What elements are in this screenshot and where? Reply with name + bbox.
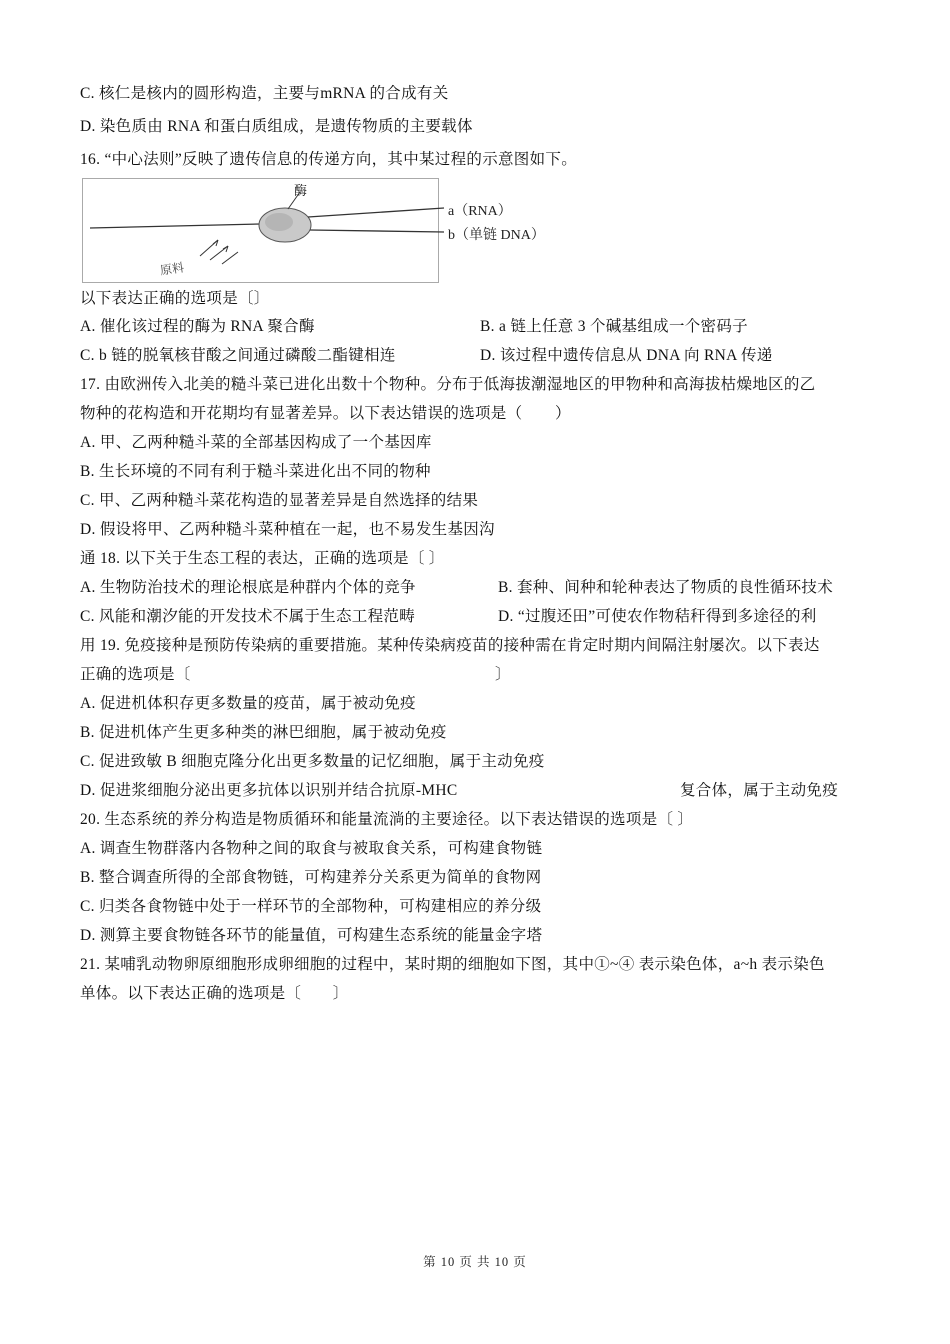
text-segment: D. 该过程中遗传信息从 DNA 向 RNA 传递: [480, 347, 773, 364]
text-line: [80, 693, 920, 717]
strand-b-label: b（单链 DNA）: [448, 228, 545, 243]
text-segment: C. b 链的脱氧核苷酸之间通过磷酸二酯键相连: [80, 347, 396, 364]
text-line: [80, 983, 920, 1007]
text-segment: D. 促进浆细胞分泌出更多抗体以识别并结合抗原-MHC: [80, 782, 458, 799]
text-segment: 以下表达正确的选项是〔〕: [80, 290, 270, 307]
text-line: [80, 316, 920, 340]
text-line: [80, 490, 920, 514]
text-segment: B. 整合调查所得的全部食物链，可构建养分关系更为简单的食物网: [80, 869, 542, 886]
material-arrow-2-head: [223, 246, 228, 252]
text-line: [80, 345, 920, 369]
text-segment: C. 促进致敏 B 细胞克隆分化出更多数量的记忆细胞，属于主动免疫: [80, 753, 545, 770]
text-segment: B. 促进机体产生更多种类的淋巴细胞，属于被动免疫: [80, 724, 447, 741]
text-segment: A. 调查生物群落内各物种之间的取食与被取食关系，可构建食物链: [80, 840, 543, 857]
text-segment: B. a 链上任意 3 个碱基组成一个密码子: [480, 318, 748, 335]
text-segment: 16. “中心法则”反映了遗传信息的传递方向，其中某过程的示意图如下。: [80, 151, 578, 168]
text-line: [80, 780, 920, 804]
text-segment: C. 风能和潮汐能的开发技术不属于生态工程范畴: [80, 608, 415, 625]
text-segment: D. “过腹还田”可使农作物秸秆得到多途径的利: [498, 608, 817, 625]
text-segment: 20. 生态系统的养分构造是物质循环和能量流淌的主要途径。以下表达错误的选项是〔 〕: [80, 811, 694, 828]
text-line: [80, 374, 920, 398]
text-segment: A. 催化该过程的酶为 RNA 聚合酶: [80, 318, 315, 335]
text-line: [80, 116, 920, 140]
template-strand-line: [90, 224, 260, 228]
text-line: [80, 896, 920, 920]
text-segment: B. 生长环境的不同有利于糙斗菜进化出不同的物种: [80, 463, 431, 480]
text-segment: 用 19. 免疫接种是预防传染病的重要措施。某种传染病疫苗的接种需在肯定时期内间隔注射屡次。以下表达: [80, 637, 820, 654]
text-segment: A. 甲、乙两种糙斗菜的全部基因构成了一个基因库: [80, 434, 432, 451]
text-segment: B. 套种、间种和轮种表达了物质的良性循环技术: [498, 579, 833, 596]
text-line: [80, 403, 920, 427]
text-segment: 正确的选项是〔: [80, 666, 191, 683]
strand-a-label: a（RNA）: [448, 204, 512, 219]
text-line: [80, 751, 920, 775]
enzyme-shading: [265, 213, 293, 231]
text-segment: C. 甲、乙两种糙斗菜花构造的显著差异是自然选择的结果: [80, 492, 479, 509]
text-segment: 通 18. 以下关于生态工程的表达，正确的选项是〔 〕: [80, 550, 445, 567]
text-segment: A. 生物防治技术的理论根底是种群内个体的竞争: [80, 579, 416, 596]
text-segment: C. 核仁是核内的圆形构造，主要与mRNA 的合成有关: [80, 85, 449, 102]
text-line: [80, 461, 920, 485]
text-segment: D. 假设将甲、乙两种糙斗菜种植在一起，也不易发生基因沟: [80, 521, 495, 538]
text-line: [80, 606, 920, 630]
material-arrow-1-head: [213, 240, 218, 246]
text-line: [80, 954, 920, 978]
text-line: [80, 809, 920, 833]
enzyme-label: 酶: [294, 183, 308, 198]
text-line: [80, 432, 920, 456]
page-footer: 第 10 页 共 10 页: [423, 1255, 527, 1269]
material-label: 原料: [159, 260, 185, 278]
text-line: [80, 577, 920, 601]
text-segment: 21. 某哺乳动物卵原细胞形成卵细胞的过程中，某时期的细胞如下图，其中①~④ 表示染色体，a~h 表示染色: [80, 956, 825, 973]
text-segment: 17. 由欧洲传入北美的糙斗菜已进化出数十个物种。分布于低海拔潮湿地区的甲物种和高海拔枯燥地区的乙: [80, 376, 816, 393]
text-segment: 物种的花构造和开花期均有显著差异。以下表达错误的选项是（: [80, 405, 523, 422]
text-line: [80, 83, 920, 107]
text-segment: 单体。以下表达正确的选项是〔 〕: [80, 985, 349, 1002]
text-line: [80, 722, 920, 746]
text-line: [80, 867, 920, 891]
text-line: [80, 288, 920, 312]
text-segment: 〕: [495, 666, 511, 683]
text-line: [80, 635, 920, 659]
text-line: [80, 838, 920, 862]
strand-b-line: [310, 230, 444, 232]
material-arrow-3: [222, 252, 238, 264]
text-line: [80, 925, 920, 949]
text-segment: C. 归类各食物链中处于一样环节的全部物种，可构建相应的养分级: [80, 898, 542, 915]
text-line: [80, 664, 920, 688]
text-segment: 复合体，属于主动免疫: [680, 782, 839, 799]
text-segment: ）: [555, 405, 571, 422]
text-segment: D. 测算主要食物链各环节的能量值，可构建生态系统的能量金字塔: [80, 927, 543, 944]
text-segment: D. 染色质由 RNA 和蛋白质组成，是遗传物质的主要载体: [80, 118, 473, 135]
text-segment: A. 促进机体积存更多数量的疫苗，属于被动免疫: [80, 695, 416, 712]
strand-a-line: [308, 208, 444, 217]
text-line: [80, 149, 920, 173]
text-line: [80, 548, 920, 572]
central-dogma-diagram: [82, 178, 562, 286]
text-line: [80, 519, 920, 543]
